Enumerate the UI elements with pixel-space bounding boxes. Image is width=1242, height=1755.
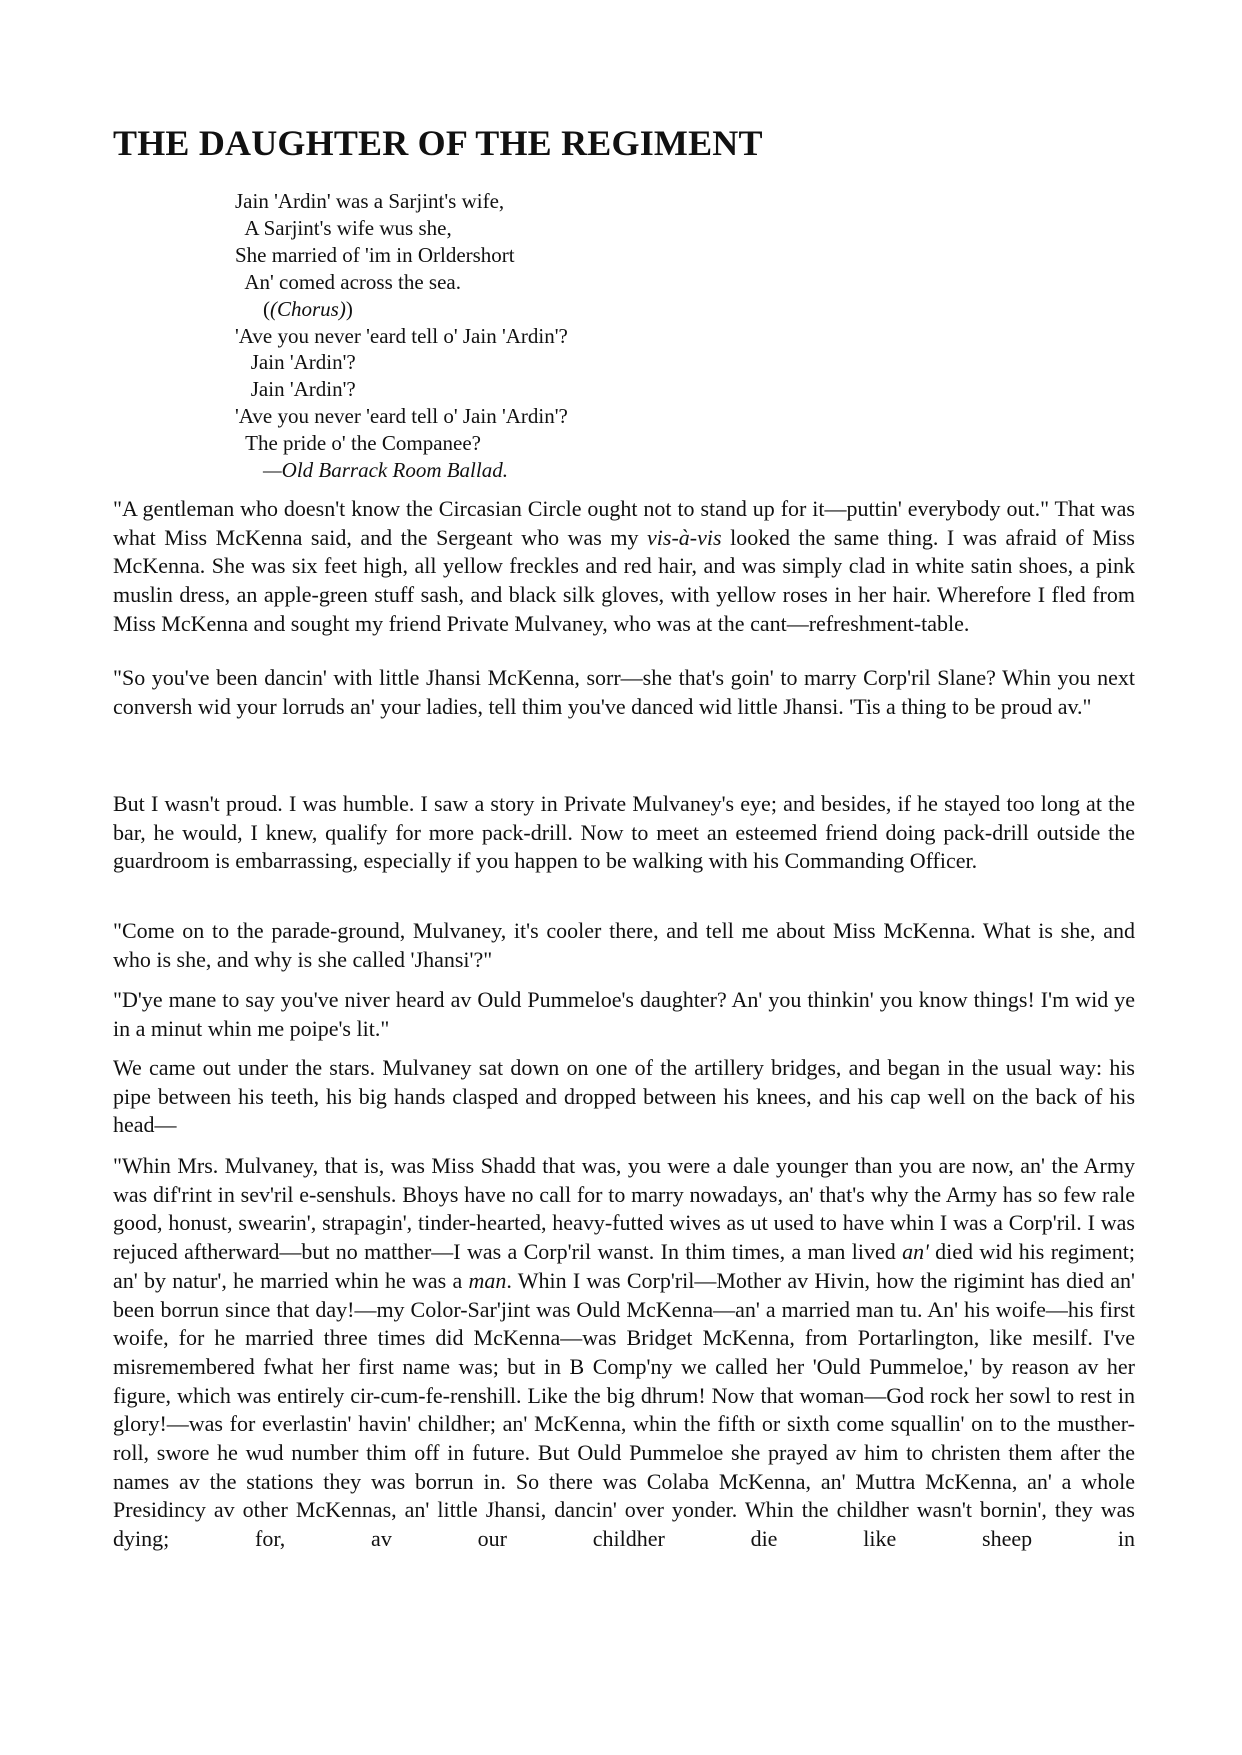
verse-chorus-label: ((Chorus)) <box>263 296 353 321</box>
paragraph: But I wasn't proud. I was humble. I saw a story in Private Mulvaney's eye; and besides, if he stayed too long at the bar, he would, I knew, qualify for more pack-drill. Now to meet an esteemed friend doing pack-drill outside the guardroom is embarrassing, especially if you happen to be walking with his Commanding Officer. <box>113 791 1135 874</box>
italic-phrase: an' <box>902 1239 929 1265</box>
paragraph: "Whin Mrs. Mulvaney, that is, was Miss Shadd that was, you were a dale younger than you are now, an' the Army was dif'rint in sev'ril e-senshuls. Bhoys have no call for to marry nowadays, an' that's why the Army has so few rale good, honust, swearin', strapagin', tinder-hearted, heavy-futted wives as ut used to have whin I was a Corp'ril. I was rejuced aftherward—but no matther—I was a Corp'ril wanst. In thim times, a man lived an' died wid his regiment; an' by natur', he married whin he was a man. Whin I was Corp'ril—Mother av Hivin, how the rigimint has died an' been borrun since that day!—my Color-Sar'jint was Ould McKenna—an' a married man tu. An' his woife—his first woife, for he married three times did McKenna—was Bridget McKenna, from Portarlington, like mesilf. I've misremembered fwhat her first name was; but in B Comp'ny we called her 'Ould Pummeloe,' by reason av her figure, which was entirely cir-cum-fe-renshill. Like the big dhrum! Now that woman—God rock her sowl to rest in glory!—was for everlastin' havin' childher; an' McKenna, whin the fifth or sixth come squallin' on to the musther-roll, swore he wud number thim off in future. But Ould Pummeloe she prayed av him to christen them after the names av the stations they was borrun in. So there was Colaba McKenna, an' Muttra McKenna, an' a whole Presidincy av other McKennas, an' little Jhansi, dancin' over yonder. Whin the childher wasn't bornin', they was dying; for, av our childher die like sheep in <box>113 1153 1136 1552</box>
verse-line: 'Ave you never 'eard tell o' Jain 'Ardin'? <box>235 404 568 429</box>
verse-attribution: —Old Barrack Room Ballad. <box>263 458 508 483</box>
italic-phrase: vis-à-vis <box>647 524 722 550</box>
paragraph: "Come on to the parade-ground, Mulvaney, it's cooler there, and tell me about Miss McKenna. What is she, and who is she, and why is she called 'Jhansi'?" <box>113 918 1135 972</box>
paragraph: "A gentleman who doesn't know the Circasian Circle ought not to stand up for it—puttin' everybody out." That was what Miss McKenna said, and the Sergeant who was my vis-à-vis looked the same thing. I was afraid of Miss McKenna. She was six feet high, all yellow freckles and red hair, and was simply clad in white satin shoes, a pink muslin dress, an apple-green stuff sash, and black silk gloves, with yellow roses in her hair. Wherefore I fled from Miss McKenna and sought my friend Private Mulvaney, who was at the cant—refreshment-table. <box>113 496 1135 636</box>
verse-line: 'Ave you never 'eard tell o' Jain 'Ardin'? <box>235 323 568 348</box>
paragraph: "So you've been dancin' with little Jhansi McKenna, sorr—she that's goin' to marry Corp'ril Slane? Whin you next conversh wid your lorruds an' your ladies, tell thim you've danced wid little Jhansi. 'Tis a thing to be proud av." <box>113 665 1135 719</box>
verse-line: She married of 'im in Orldershort <box>235 242 515 267</box>
verse-line: A Sarjint's wife wus she, <box>235 215 452 240</box>
epigraph-verse <box>235 188 568 484</box>
verse-line: Jain 'Ardin' was a Sarjint's wife, <box>235 189 505 213</box>
verse-line: Jain 'Ardin'? <box>235 350 356 375</box>
chorus-word: (Chorus) <box>270 296 346 321</box>
paragraph: "D'ye mane to say you've niver heard av Ould Pummeloe's daughter? An' you thinkin' you know things! I'm wid ye in a minut whin me poipe's lit." <box>113 987 1135 1041</box>
verse-line: The pride o' the Companee? <box>235 431 481 456</box>
verse-line: Jain 'Ardin'? <box>235 377 356 402</box>
paragraph: We came out under the stars. Mulvaney sat down on one of the artillery bridges, and began in the usual way: his pipe between his teeth, his big hands clasped and dropped between his knees, and his cap well on the back of his head— <box>113 1055 1135 1138</box>
verse-line: An' comed across the sea. <box>235 269 461 294</box>
italic-phrase: man <box>468 1267 507 1293</box>
chapter-title: THE DAUGHTER OF THE REGIMENT <box>113 123 763 163</box>
